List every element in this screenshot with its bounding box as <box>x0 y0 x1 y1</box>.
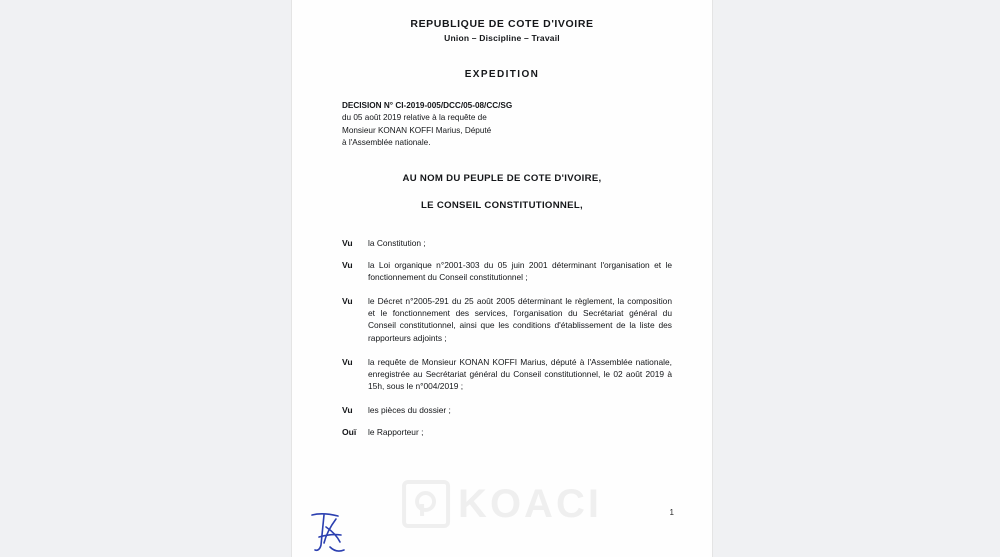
decision-reference-block <box>342 100 684 149</box>
clause-item <box>342 404 672 416</box>
page-number: 1 <box>669 508 674 517</box>
le-conseil-constitutionnel-heading: LE CONSEIL CONSTITUTIONNEL, <box>421 200 583 212</box>
clause-text: la requête de Monsieur KONAN KOFFI Marius, député à l'Assemblée nationale, enregistrée au Secrétariat général du Conseil constitutionnel, le 02 août 2019 à 15h, sous le n°004/2019 ; <box>368 356 672 392</box>
document-title-expedition: EXPEDITION <box>464 69 540 80</box>
clause-text: le Décret n°2005-291 du 25 août 2005 déterminant le règlement, la composition et le fonctionnement des services, l'organisation du Secrétariat général du Conseil constitutionnel, ainsi que les conditions d'établissement de la liste des rapporteurs adjoints ; <box>368 296 672 343</box>
clause-label: Vu <box>342 259 353 270</box>
clause-text: le Rapporteur ; <box>368 426 424 437</box>
clause-item <box>342 356 672 393</box>
decision-date-line: du 05 août 2019 relative à la requête de <box>342 113 487 123</box>
koaci-watermark-text: KOACI <box>458 481 602 526</box>
decision-institution-line: à l'Assemblée nationale. <box>342 137 431 147</box>
handwritten-signature <box>306 509 366 555</box>
decision-number: DECISION N° CI-2019-005/DCC/05-08/CC/SG <box>342 101 513 110</box>
clause-item <box>342 237 672 249</box>
clause-item <box>342 426 672 438</box>
document-header-motto: Union – Discipline – Travail <box>444 33 560 43</box>
clause-item <box>342 295 672 344</box>
clause-label: Ouï <box>342 426 357 437</box>
clause-label: Vu <box>342 405 353 416</box>
clause-label: Vu <box>342 296 353 307</box>
document-page <box>292 0 712 557</box>
decision-subject-line: Monsieur KONAN KOFFI Marius, Député <box>342 125 492 135</box>
clause-item <box>342 259 672 283</box>
clause-label: Vu <box>342 238 353 249</box>
clause-text: la Loi organique n°2001-303 du 05 juin 2001 déterminant l'organisation et le fonctionnement du Conseil constitutionnel ; <box>368 259 672 282</box>
koaci-watermark <box>402 480 602 528</box>
document-header-country: REPUBLIQUE DE COTE D'IVOIRE <box>410 18 594 30</box>
clause-list <box>342 237 672 438</box>
viewer-right-gutter <box>712 0 1000 557</box>
viewer-left-gutter <box>0 0 292 557</box>
clause-text: la Constitution ; <box>368 238 426 249</box>
clause-label: Vu <box>342 356 353 367</box>
clause-text: les pièces du dossier ; <box>368 405 451 416</box>
au-nom-du-peuple-heading: AU NOM DU PEUPLE DE COTE D'IVOIRE, <box>402 173 602 185</box>
koaci-logo-icon <box>402 480 450 528</box>
